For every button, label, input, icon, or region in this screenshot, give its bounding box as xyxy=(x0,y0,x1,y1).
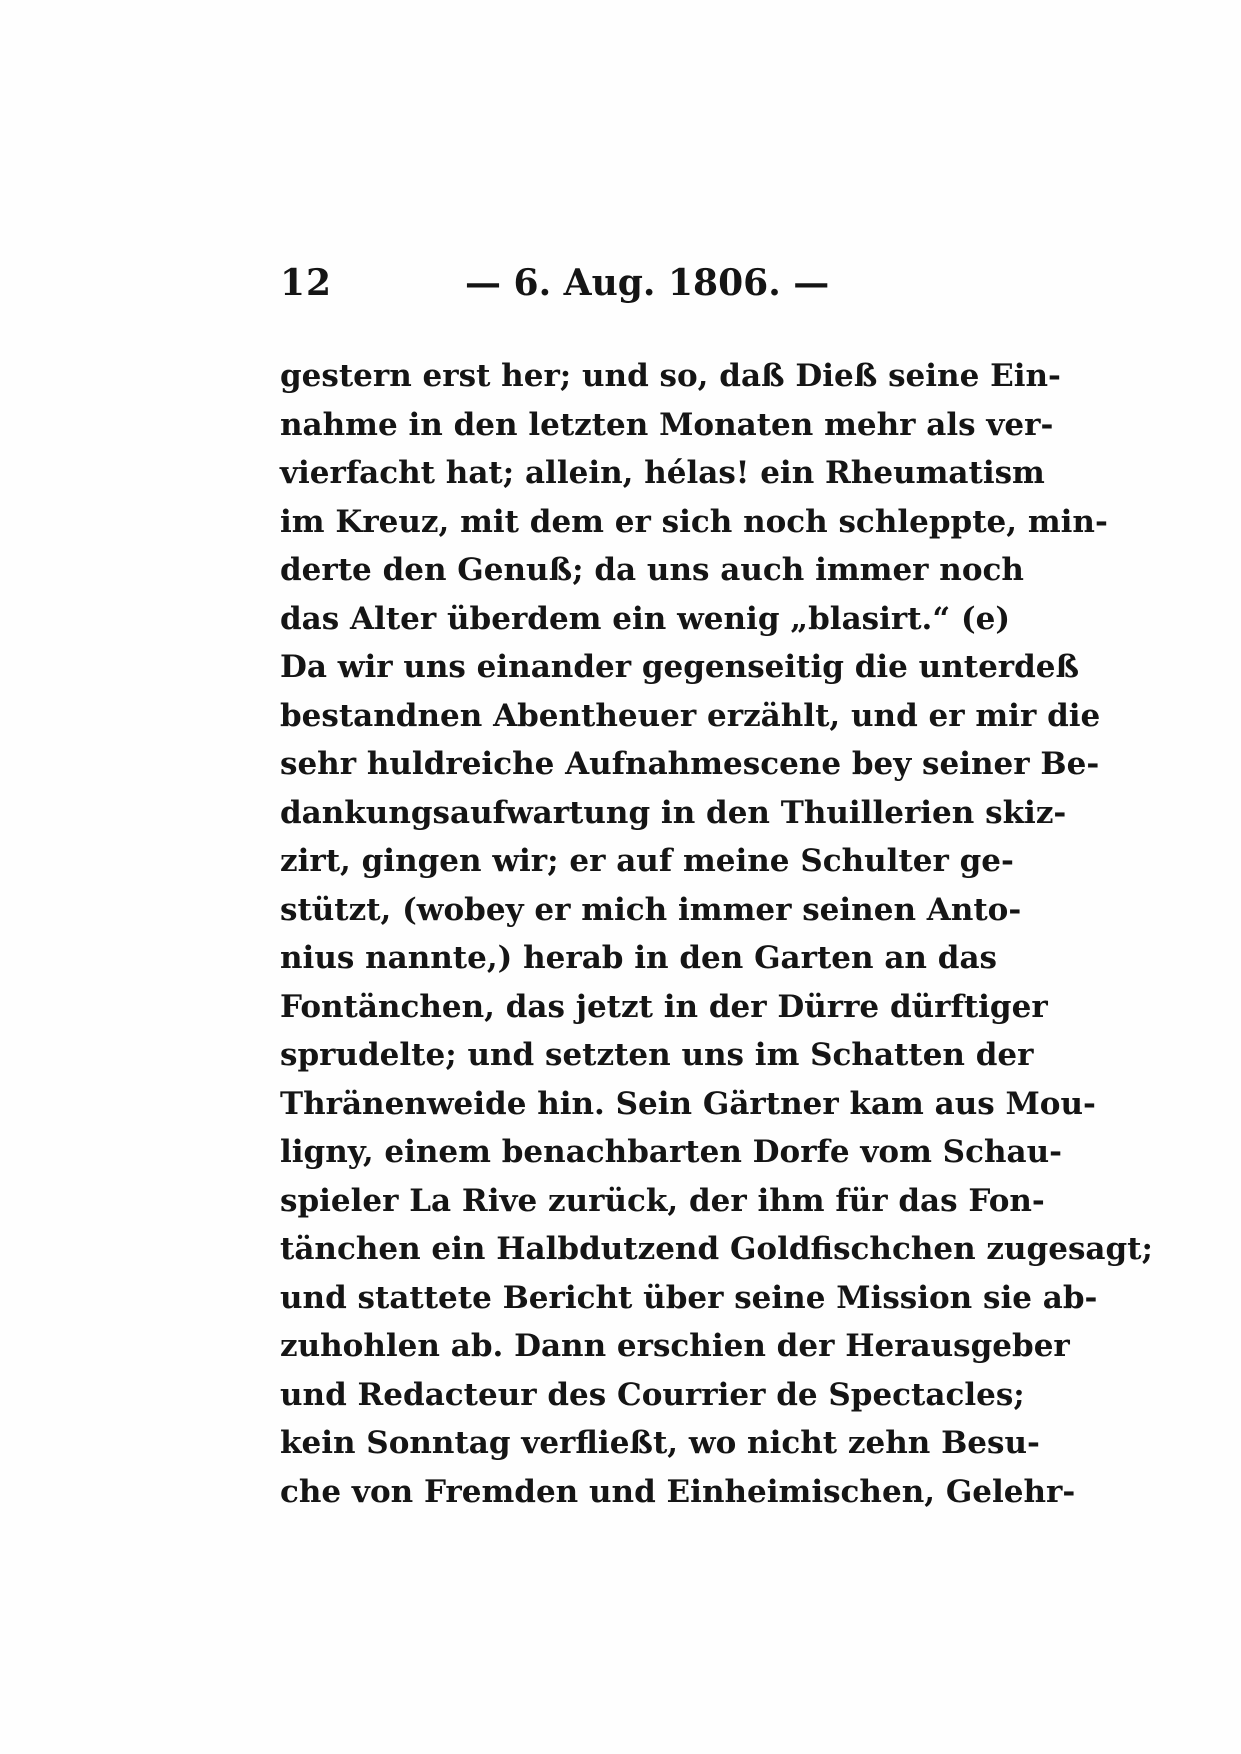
text-line: und Redacteur des Courrier de Spectacles; xyxy=(280,1376,1025,1413)
text-line: gestern erst her; und so, daß Dieß seine Ein- xyxy=(280,358,1061,394)
text-line: derte den Genuß; da uns auch immer noch xyxy=(280,552,1024,588)
page-number: 12 xyxy=(280,262,333,304)
text-line: im Kreuz, mit dem er sich noch schleppte, min- xyxy=(280,503,1108,540)
text-line: stützt, (wobey er mich immer seinen Anto- xyxy=(280,891,1022,928)
text-line: sehr huldreiche Aufnahmescene bey seiner Be- xyxy=(280,746,1100,782)
text-line: zirt, gingen wir; er auf meine Schulter ge- xyxy=(280,843,1014,879)
text-line: zuhohlen ab. Dann erschien der Herausgeber xyxy=(280,1328,1070,1364)
text-line: che von Fremden und Einheimischen, Gelehr- xyxy=(280,1473,1076,1510)
text-line: sprudelte; und setzten uns im Schatten der xyxy=(280,1037,1034,1073)
text-line: nius nannte,) herab in den Garten an das xyxy=(280,940,997,976)
text-line: Thränenweide hin. Sein Gärtner kam aus Mou- xyxy=(280,1085,1096,1122)
text-line: tänchen ein Halbdutzend Goldfischchen zugesagt; xyxy=(280,1231,1153,1267)
body-text xyxy=(280,352,1153,1516)
text-line: kein Sonntag verfließt, wo nicht zehn Besu- xyxy=(280,1425,1040,1461)
text-line: dankungsaufwartung in den Thuillerien skiz- xyxy=(280,794,1067,831)
text-line: nahme in den letzten Monaten mehr als ver- xyxy=(280,406,1054,443)
text-line: und stattete Bericht über seine Mission sie ab- xyxy=(280,1279,1098,1316)
text-line: spieler La Rive zurück, der ihm für das Fon- xyxy=(280,1182,1045,1219)
running-head-date: — 6. Aug. 1806. — xyxy=(465,262,830,304)
text-line: ligny, einem benachbarten Dorfe vom Schau- xyxy=(280,1134,1062,1170)
text-line: das Alter überdem ein wenig „blasirt.“ (e) xyxy=(280,600,1011,637)
text-line: Fontänchen, das jetzt in der Dürre dürftiger xyxy=(280,988,1048,1025)
text-line: bestandnen Abentheuer erzählt, und er mir die xyxy=(280,697,1101,734)
text-line: Da wir uns einander gegenseitig die unterdeß xyxy=(280,649,1080,685)
text-line: vierfacht hat; allein, hélas! ein Rheumatism xyxy=(280,455,1045,491)
